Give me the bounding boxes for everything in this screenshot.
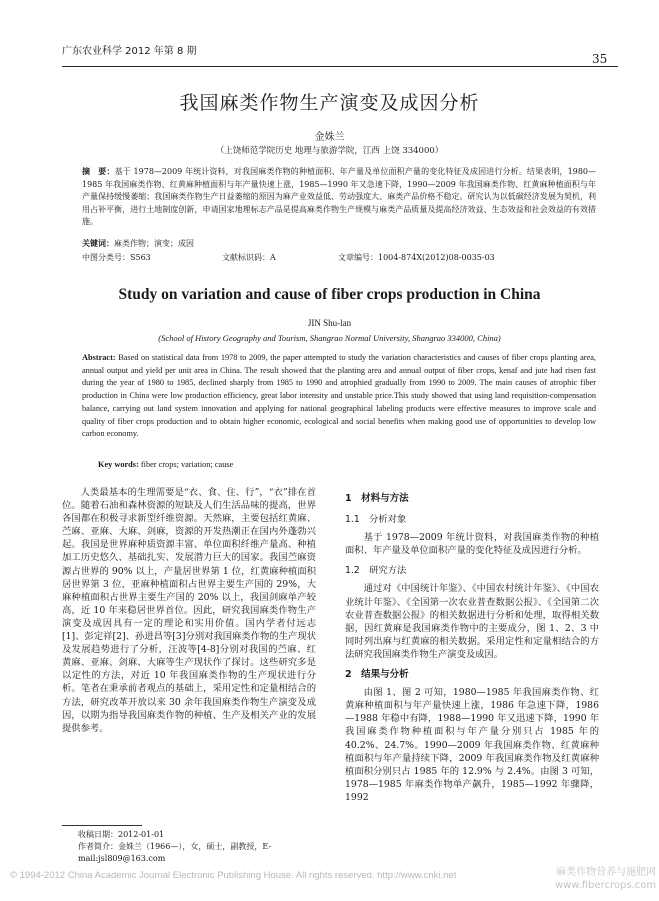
right-column <box>345 486 599 804</box>
footnote-rule <box>62 825 142 826</box>
document-code: 文献标识码：A <box>222 253 276 262</box>
clc-number: 中图分类号：S563 <box>82 253 151 262</box>
cn-affiliation: （上饶师范学院历史 地理与旅游学院，江西 上饶 334000） <box>215 146 444 156</box>
section-1-1-text: 基于 1978—2009 年统计资料，对我国麻类作物的种植面积、年产量及单位面积产量的变化特征及成因进行分析。 <box>345 532 599 557</box>
en-affiliation: (School of History Geography and Tourism, Shangrao Normal University, Shangrao 334000, China) <box>158 333 501 343</box>
copyright-footer: © 1994-2012 China Academic Journal Electronic Publishing House. All rights reserved. http://www.cnki.net <box>10 870 457 881</box>
en-keywords-label: Key words: <box>98 460 139 469</box>
header-rule <box>62 66 618 67</box>
journal-header: 广东农业科学 2012 年第 8 期 <box>62 46 197 57</box>
section-2-text: 由图 1、图 2 可知，1980—1985 年我国麻类作物、红黄麻种植面积与年产量快速上涨，1986 年急速下降，1986—1988 年稳中有降，1988—1990 年又迅速下降，1990 年我国麻类作物种植面积与年产量分别只占 1985 年的 40.2%、24.7%。1990—2009 年我国麻类作物、红黄麻种植面积与年产量持续下降，2009 年我国麻类作物及红黄麻种植面积分别只占 1985 年的 12.9% 与 2.4%。由图 3 可知，1978—1985 年麻类作物单产飙升，1985—1992 年骤降，1992 <box>345 687 599 803</box>
en-abstract <box>82 352 596 441</box>
cn-author: 金姝兰 <box>314 132 345 143</box>
article-number: 文章编号：1004-874X(2012)08-0035-03 <box>338 253 495 262</box>
section-2-title: 2 结果与分析 <box>345 669 409 681</box>
intro-paragraph: 人类最基本的生理需要是“衣、食、住、行”，“衣”排在首位。随着石油和森林资源的短缺及人们生活品味的提高，世界各国都在积极寻求新型纤维资源。天然麻，主要包括红黄麻、苎麻、亚麻、大麻、剑麻，资源的开发热潮正在国内外蓬勃兴起。我国是世界麻种质资源丰富、单位面积纤维产量高、种植加工历史悠久、基础扎实、发展潜力巨大的国家。我国苎麻资源占世界的 90% 以上，产量居世界第 1 位，红黄麻种植面积居世界第 3 位，亚麻种植面积占世界主要生产国的 29%，大麻种植面积占世界主要生产国的 20% 以上，我国剑麻单产较高，近 10 年来稳居世界首位。因此，研究我国麻类作物生产演变及成因具有一定的理论和实用价值。国内学者付远志[1]、彭定祥[2]、孙进昌等[3]分别对我国麻类作物的生产现状及发展趋势进行了分析，汪波等[4-8]分别对我国的苎麻、红黄麻、亚麻、剑麻、大麻等生产现状作了探讨。这些研究多是以定性的方法，对近 10 年我国麻类作物的生产现状进行分析。笔者在秉承前者观点的基础上，采用定性和定量相结合的方法，研究改革开放以来 30 余年我国麻类作物生产演变及成因，以期为指导我国麻类作物的种植、生产及相关产业的发展提供参考。 <box>62 487 316 734</box>
section-1-title: 1 材料与方法 <box>345 493 409 504</box>
section-1-2-text: 通过对《中国统计年鉴》、《中国农村统计年鉴》、《中国农业统计年鉴》、《全国第一次农业普查数据公报》、《全国第二次农业普查数据公报》的相关数据进行分析和处理，取得相关数据，因红黄麻是我国麻类作物中的主要成分，图 1、2、3 中同时列出麻与红黄麻的相关数据。采用定性和定量相结合的方法研究我国麻类作物生产演变及成因。 <box>345 583 599 660</box>
watermark <box>555 866 656 892</box>
en-abstract-text: Based on statistical data from 1978 to 2009, the paper attempted to study the variation characteristics and causes of fiber crops planting area, annual output and yield per unit area in China. The result showed that the planting area and annual output of fiber crops, kenaf and jute had risen fast during the year of 1980 to 1985, declined sharply from 1985 to 1990 and atrophied gradually from 1990 to 2009. The main causes of atrophic fiber production in China were low production efficiency, great labor intensity and unstable price.This study showed that using land requisition-compensation balance, carrying out land system innovation and applying for national geographical labeling products were effective measures to improve scale and quality of fiber crops production and to obtain higher economic, ecological and social benefits when making good use of opportunities to develop low carbon economy. <box>82 353 596 439</box>
section-1-1-title: 1.1 分析对象 <box>345 514 407 526</box>
en-keywords <box>98 460 233 469</box>
section-1-2-title: 1.2 研究方法 <box>345 565 407 577</box>
cn-abstract-label: 摘 要： <box>82 166 115 176</box>
cn-title: 我国麻类作物生产演变及成因分析 <box>179 92 480 114</box>
cn-keywords-label: 关键词： <box>82 238 114 248</box>
en-keywords-text: fiber crops; variation; cause <box>138 460 234 469</box>
cn-keywords <box>82 238 194 249</box>
left-column <box>62 486 316 735</box>
cn-abstract-text: 基于 1978—2009 年统计资料，对我国麻类作物的种植面积、年产量及单位面积产量的变化特征及成因进行分析。结果表明，1980—1985 年我国麻类作物、红黄麻种植面积与年产量快速上涨，1985—1990 年又急速下降，1990—2009 年我国麻类作物、红黄麻种植面积与年产量保持缓慢萎缩；我国麻类作物生产日益萎缩的原因为麻产业效益低、劳动强度大、麻类产品价格不稳定。研究认为以低碳经济发展为契机，利用占补平衡，进行土地制度创新，申请国家地理标志产品是提高麻类作物生产规模与麻类产品质量及提高经济效益、生态效益和社会效益的有效措施。 <box>82 167 596 226</box>
author-info: 作者简介：金姝兰（1966—），女，硕士，副教授，E-mail:jsl809@163.com <box>78 842 272 863</box>
cn-keywords-text: 麻类作物；演变；成因 <box>114 239 194 248</box>
en-author: JIN Shu-lan <box>307 318 352 328</box>
footnote <box>78 829 318 865</box>
en-title: Study on variation and cause of fiber crops production in China <box>118 286 541 303</box>
cn-abstract <box>82 165 596 229</box>
received-date: 收稿日期：2012-01-01 <box>78 830 165 839</box>
watermark-url: www.fibercrops.com <box>555 880 657 891</box>
page-number: 35 <box>592 52 608 66</box>
en-abstract-label: Abstract: <box>82 353 116 362</box>
watermark-cn: 麻类作物营养与施肥网 <box>556 867 657 878</box>
